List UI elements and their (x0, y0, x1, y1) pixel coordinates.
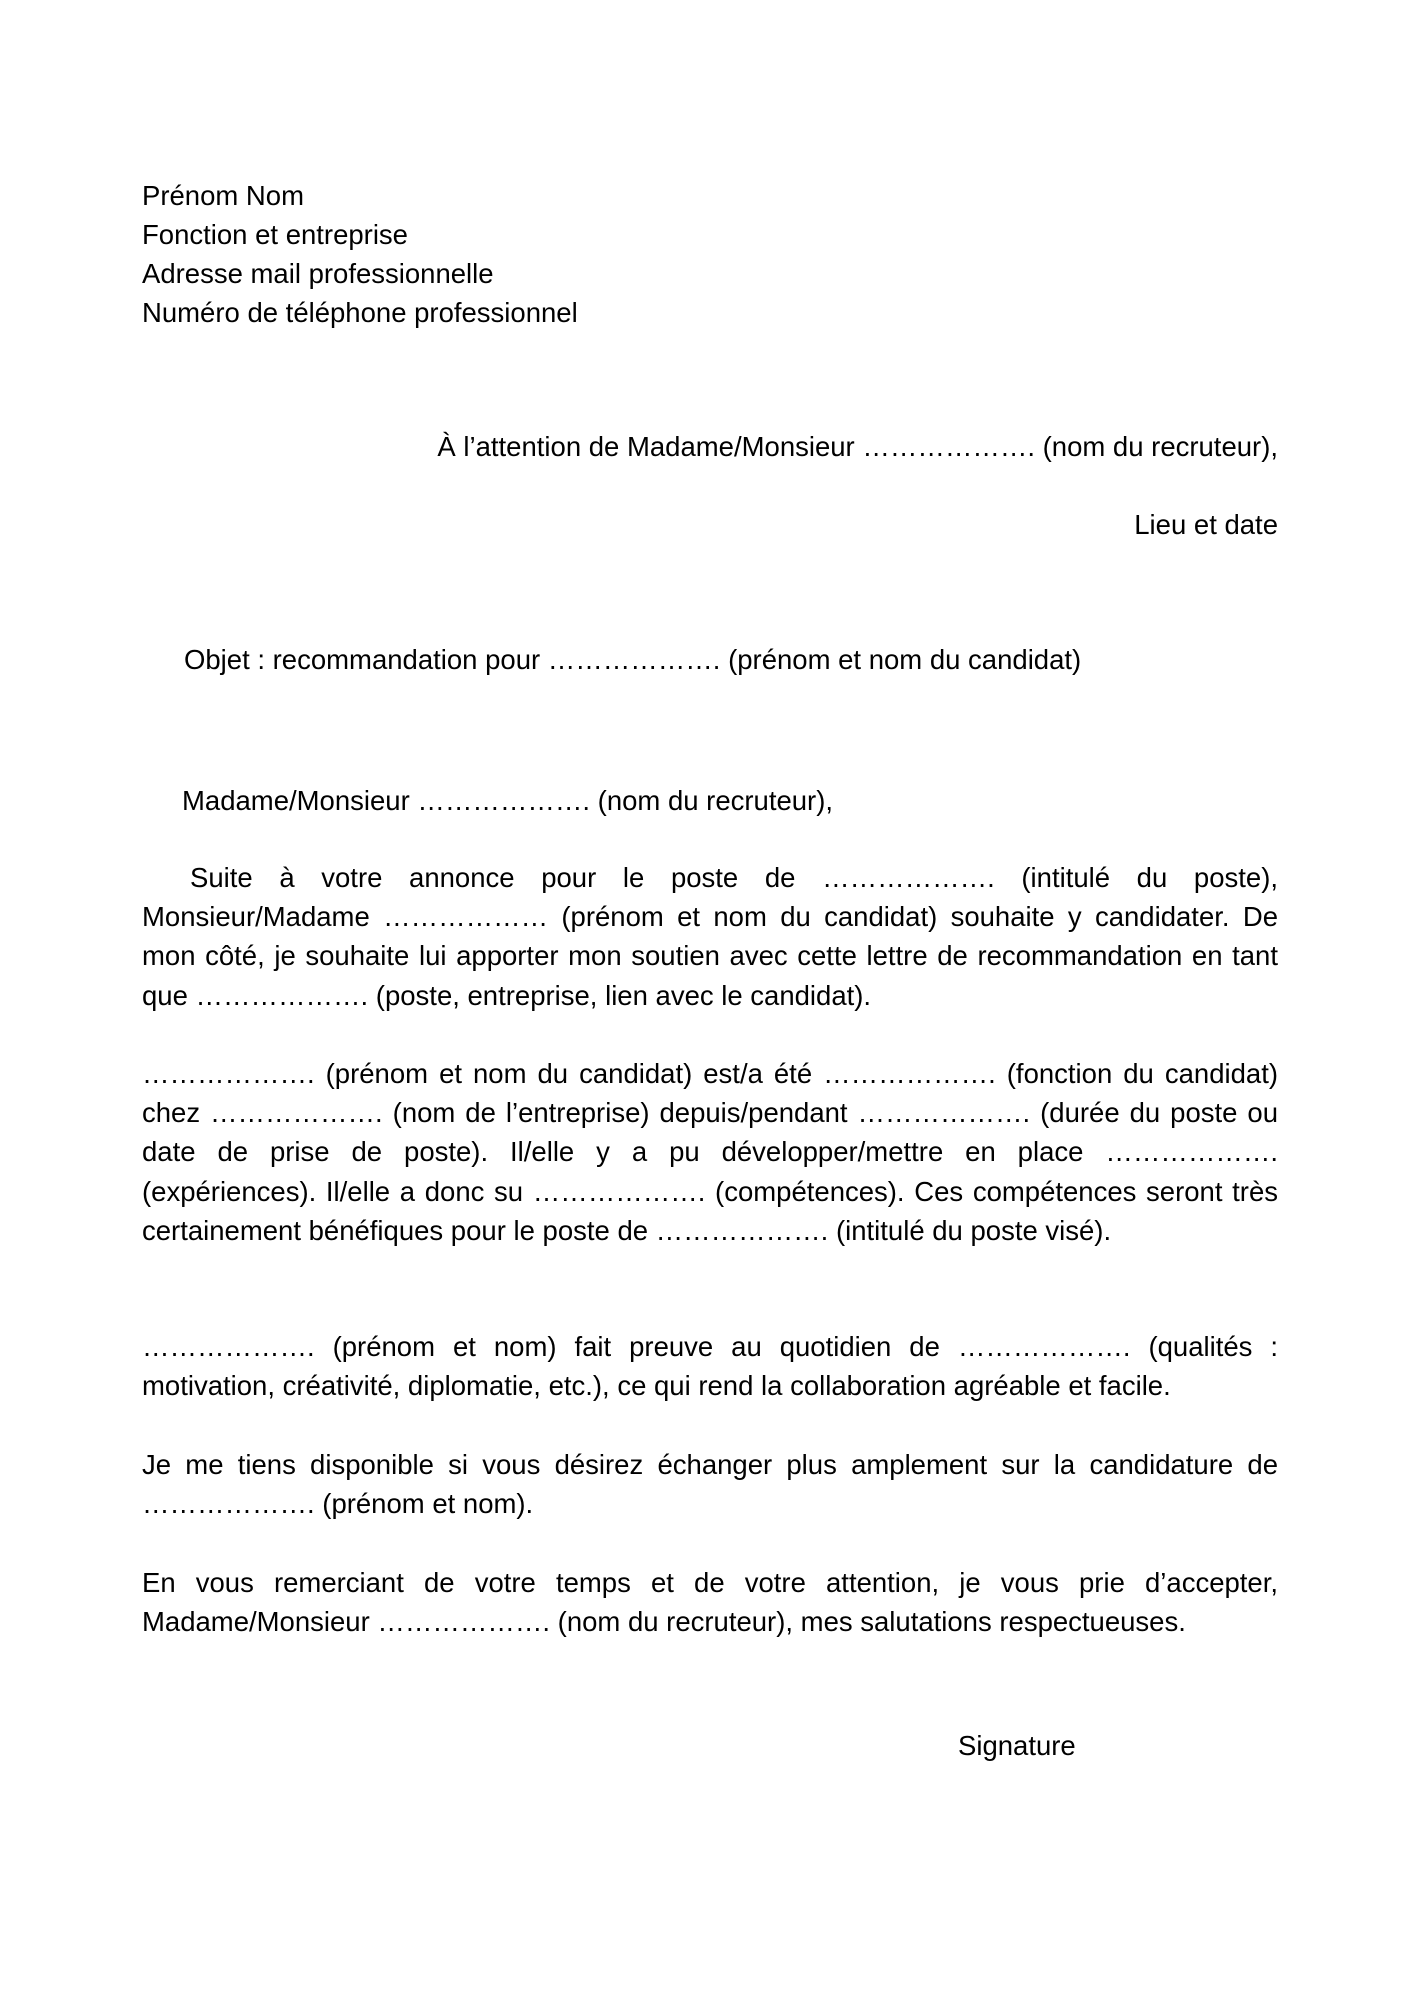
signature: Signature (958, 1730, 1076, 1761)
sender-name: Prénom Nom (142, 180, 304, 211)
sender-email: Adresse mail professionnelle (142, 258, 494, 289)
body-paragraph-4: Je me tiens disponible si vous désirez échanger plus amplement sur la candidature de ………………. (prénom et nom). (142, 1449, 1278, 1520)
body-paragraph-3: ………………. (prénom et nom) fait preuve au quotidien de ………………. (qualités : motivation, créativité, diplomatie, etc.), ce qui rend la collaboration agréable et facile. (142, 1331, 1278, 1402)
body-paragraph-2: ………………. (prénom et nom du candidat) est/a été ………………. (fonction du candidat) chez ………………. (nom de l’entreprise) depuis/pendant ………………. (durée du poste ou date de prise de poste). Il/elle y a pu développer/mettre en place ………………. (expériences). Il/elle a donc su ………………. (compétences). Ces compétences seront très certainement bénéfiques pour le poste de ………………. (intitulé du poste visé). (142, 1058, 1278, 1246)
place-and-date: Lieu et date (1134, 509, 1278, 540)
sender-phone: Numéro de téléphone professionnel (142, 297, 578, 328)
body-paragraph-1: Suite à votre annonce pour le poste de ………………. (intitulé du poste), Monsieur/Madame ……………… (prénom et nom du candidat) souhaite y candidater. De mon côté, je souhaite lui apporter mon soutien avec cette lettre de recommandation en tant que ………………. (poste, entreprise, lien avec le candidat). (142, 862, 1278, 1011)
salutation: Madame/Monsieur ………………. (nom du recruteur), (182, 785, 834, 816)
recipient-attention: À l’attention de Madame/Monsieur ………………. (nom du recruteur), (437, 431, 1278, 462)
body-paragraph-5: En vous remerciant de votre temps et de votre attention, je vous prie d’accepter, Madame/Monsieur ………………. (nom du recruteur), mes salutations respectueuses. (142, 1567, 1278, 1638)
sender-role: Fonction et entreprise (142, 219, 408, 250)
letter-subject: Objet : recommandation pour ………………. (prénom et nom du candidat) (184, 644, 1082, 675)
